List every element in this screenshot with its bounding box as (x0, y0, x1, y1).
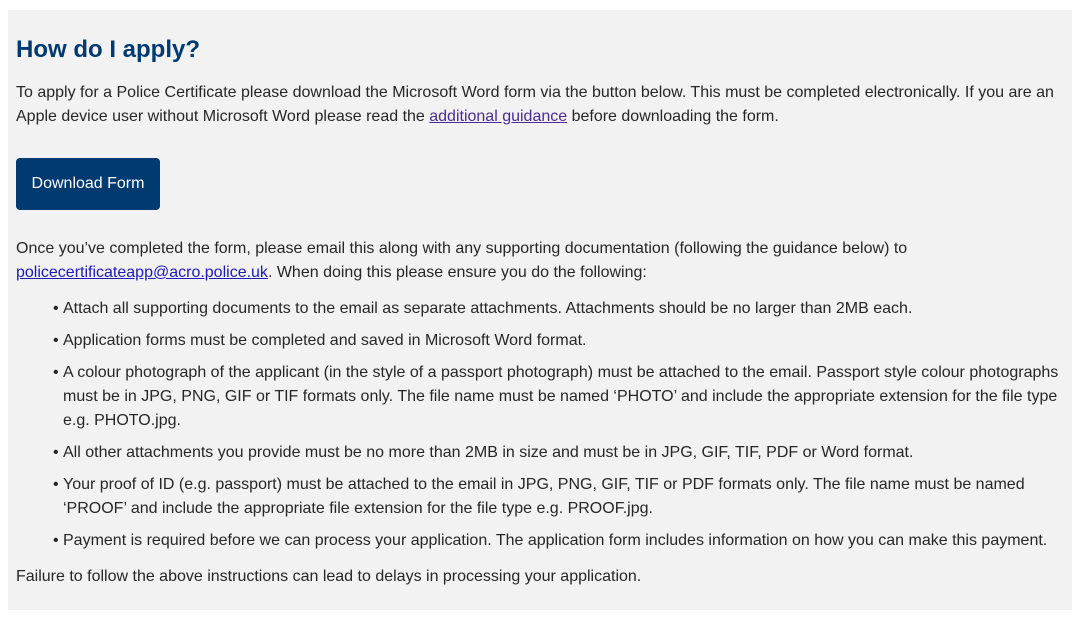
list-item (16, 529, 1061, 553)
page-title: How do I apply? (16, 36, 200, 63)
bullet: • (53, 364, 59, 381)
intro-text: To apply for a Police Certificate please download the Microsoft Word form via the button below. This must be completed electronically. If you are an Apple device user without Microsoft Word please read the (16, 84, 1054, 125)
bullet: • (53, 332, 59, 349)
list-item (16, 297, 1061, 321)
email-link[interactable]: policecertificateapp@acro.police.uk (16, 264, 268, 281)
download-form-button[interactable]: Download Form (16, 158, 160, 210)
list-item (16, 473, 1061, 521)
list-item (16, 329, 1061, 353)
instructions-text-end: . When doing this please ensure you do the following: (267, 264, 647, 281)
bullet: • (53, 444, 59, 461)
bullet: • (53, 476, 59, 493)
instructions-text: Once you’ve completed the form, please email this along with any supporting documentation (following the guidance below) to (16, 240, 908, 257)
failure-note: Failure to follow the above instructions can lead to delays in processing your application. (16, 568, 642, 585)
list-item-text: Attach all supporting documents to the email as separate attachments. Attachments should be no larger than 2MB each. (63, 300, 913, 317)
bullet: • (53, 532, 59, 549)
list-item-text: A colour photograph of the applicant (in the style of a passport photograph) must be attached to the email. Passport style colour photographs must be in JPG, PNG, GIF or TIF formats only. The file name must be named ‘PHOTO’ and include the appropriate extension for the file type e.g. PHOTO.jpg. (63, 364, 1059, 429)
list-item-text: Your proof of ID (e.g. passport) must be attached to the email in JPG, PNG, GIF, TIF or PDF formats only. The file name must be named ‘PROOF’ and include the appropriate file extension for the file type e.g. PROOF.jpg. (63, 476, 1025, 517)
additional-guidance-link[interactable]: additional guidance (429, 108, 568, 125)
instructions-paragraph (16, 237, 1061, 285)
list-item-text: All other attachments you provide must be no more than 2MB in size and must be in JPG, GIF, TIF, PDF or Word format. (63, 444, 914, 461)
intro-paragraph (16, 81, 1061, 129)
intro-text-end: before downloading the form. (567, 108, 779, 125)
list-item (16, 361, 1061, 433)
how-to-apply-panel (8, 10, 1072, 610)
bullet: • (53, 300, 59, 317)
list-item-text: Application forms must be completed and saved in Microsoft Word format. (63, 332, 587, 349)
list-item-text: Payment is required before we can process your application. The application form includes information on how you can make this payment. (63, 532, 1048, 549)
list-item (16, 441, 1061, 465)
requirements-list (16, 297, 1061, 561)
